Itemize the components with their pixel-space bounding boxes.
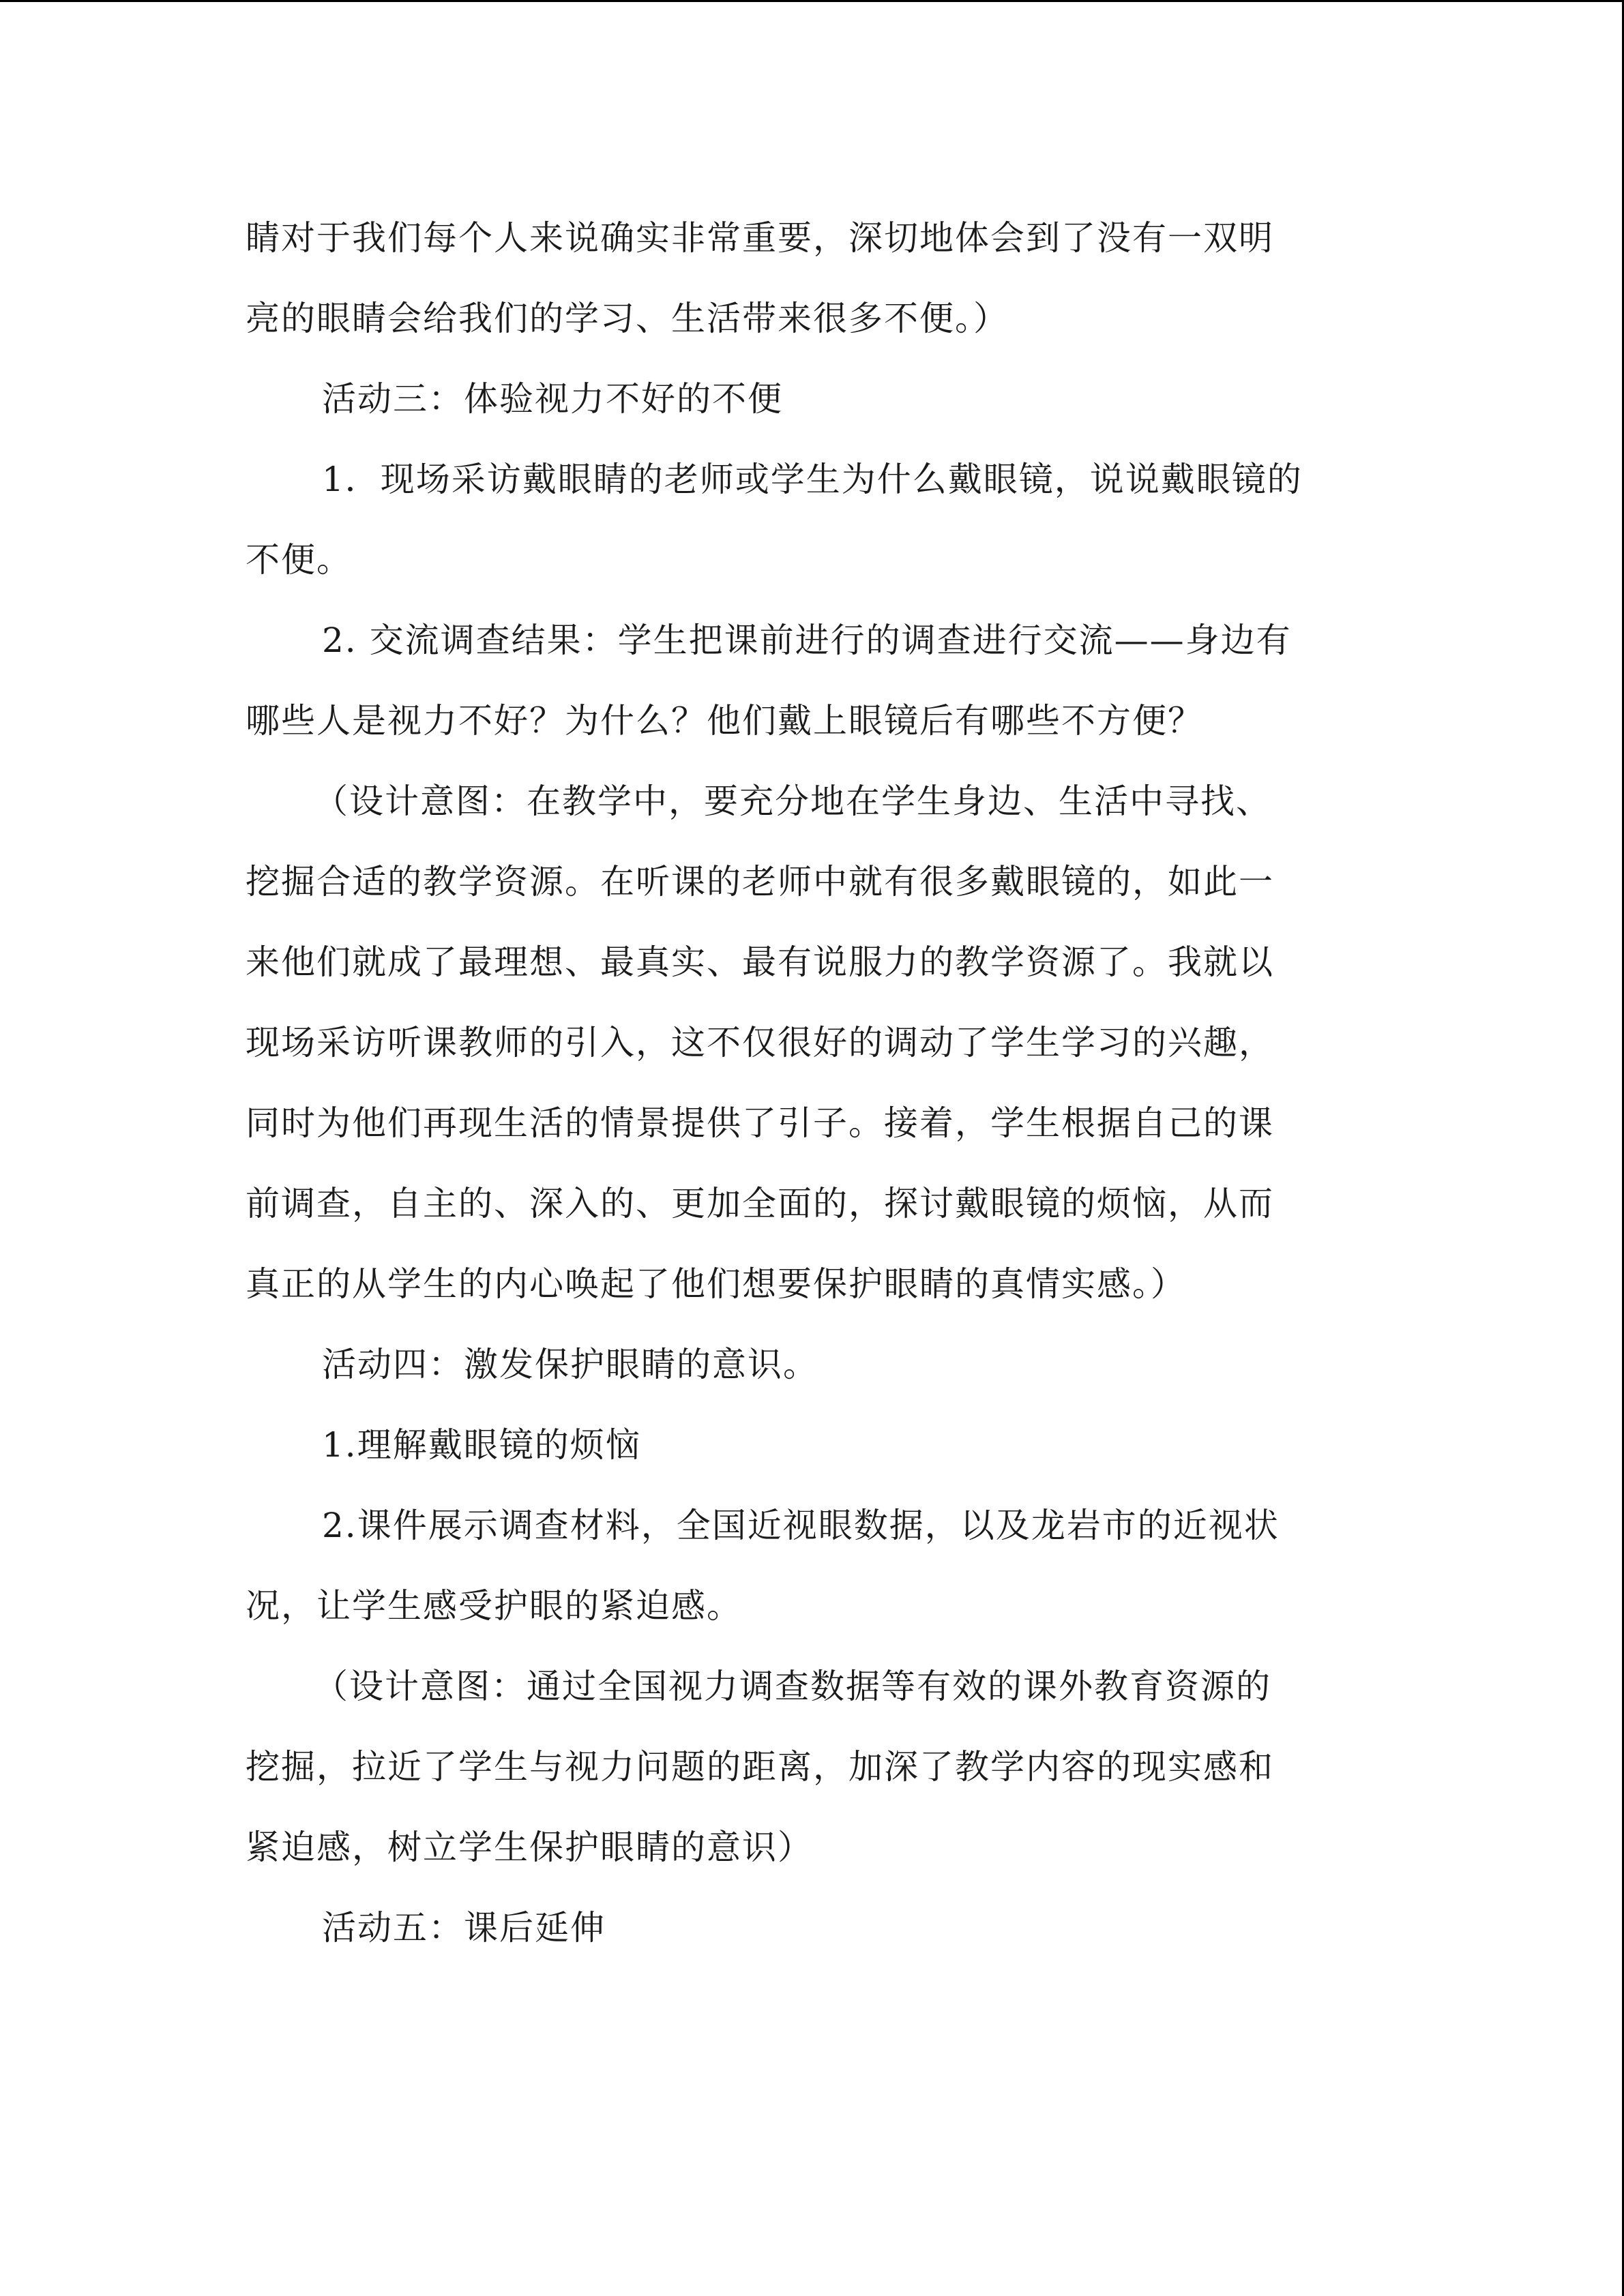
design-intent-paragraph: （设计意图：在教学中，要充分地在学生身边、生活中寻找、: [314, 781, 1271, 821]
text-line: 睛对于我们每个人来说确实非常重要，深切地体会到了没有一双明: [246, 218, 1274, 258]
section-heading-activity-4: 活动四：激发保护眼睛的意识。: [322, 1345, 818, 1384]
section-heading-activity-3: 活动三：体验视力不好的不便: [322, 379, 783, 419]
text-line: 况，让学生感受护眼的紧迫感。: [246, 1586, 742, 1626]
document-body: [246, 198, 1378, 1968]
page-top-border: [0, 0, 1624, 2]
list-item-2: 2.课件展示调查材料，全国近视眼数据，以及龙岩市的近视状: [322, 1506, 1280, 1545]
list-item-1: 1.理解戴眼镜的烦恼: [322, 1425, 641, 1465]
list-item-1: 1．现场采访戴眼睛的老师或学生为什么戴眼镜，说说戴眼镜的: [322, 460, 1303, 499]
text-line: 真正的从学生的内心唤起了他们想要保护眼睛的真情实感。）: [246, 1264, 1186, 1304]
text-line: 前调查，自主的、深入的、更加全面的，探讨戴眼镜的烦恼，从而: [246, 1184, 1274, 1223]
list-item-2: 2. 交流调查结果：学生把课前进行的调查进行交流——身边有: [322, 621, 1292, 660]
text-line: 哪些人是视力不好？为什么？他们戴上眼镜后有哪些不方便？: [246, 701, 1203, 741]
text-line: 挖掘合适的教学资源。在听课的老师中就有很多戴眼镜的，如此一: [246, 862, 1274, 901]
text-line: 同时为他们再现生活的情景提供了引子。接着，学生根据自己的课: [246, 1103, 1274, 1143]
section-heading-activity-5: 活动五：课后延伸: [322, 1908, 606, 1948]
text-line: 现场采访听课教师的引入，这不仅很好的调动了学生学习的兴趣，: [246, 1023, 1274, 1062]
text-line: 来他们就成了最理想、最真实、最有说服力的教学资源了。我就以: [246, 942, 1274, 982]
text-line: 不便。: [246, 540, 352, 580]
text-line: 挖掘，拉近了学生与视力问题的距离，加深了教学内容的现实感和: [246, 1747, 1274, 1787]
text-line: 紧迫感，树立学生保护眼睛的意识）: [246, 1828, 813, 1867]
design-intent-paragraph: （设计意图：通过全国视力调查数据等有效的课外教育资源的: [314, 1667, 1271, 1706]
text-line: 亮的眼睛会给我们的学习、生活带来很多不便。）: [246, 299, 1009, 338]
